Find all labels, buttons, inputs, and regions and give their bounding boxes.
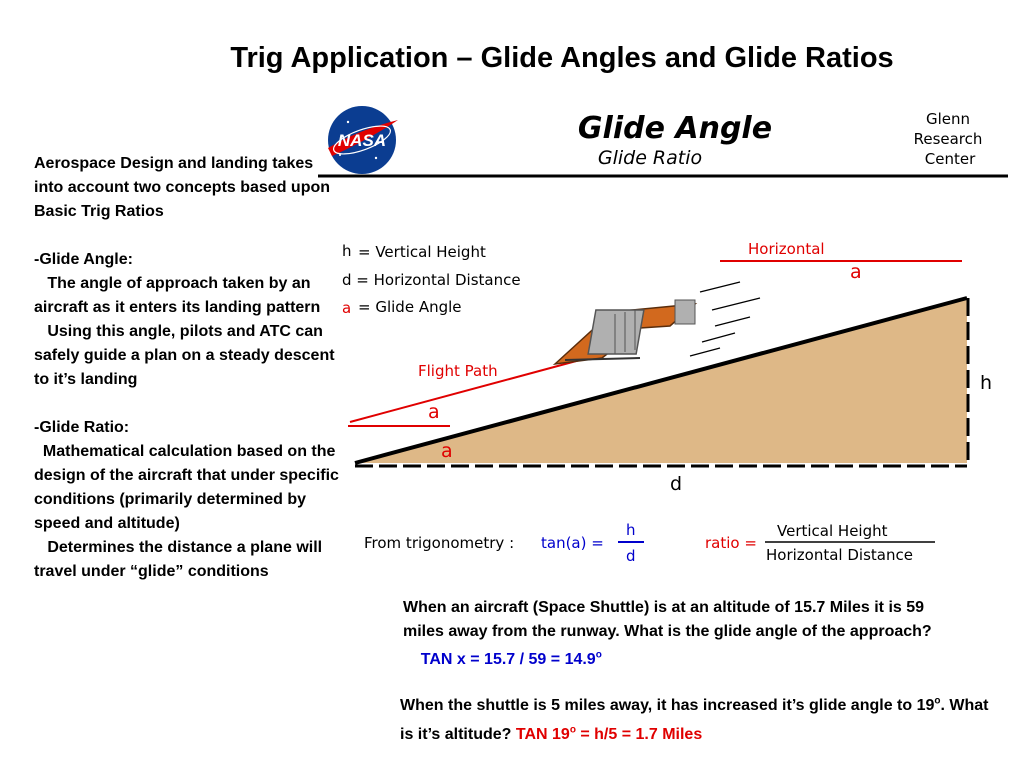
left-text-block bbox=[34, 152, 344, 584]
glide-angle-text-1: The angle of approach taken by an aircraft as it enters its landing pattern bbox=[34, 275, 321, 316]
legend-a-symbol: a bbox=[342, 299, 352, 317]
graphic-title: Glide Angle bbox=[577, 111, 773, 146]
horizontal-label: Horizontal bbox=[748, 240, 825, 258]
graphic-subtitle: Glide Ratio bbox=[597, 147, 703, 169]
question-2-answer: TAN $19^o = h/5 = 1.7$ Miles bbox=[515, 724, 703, 743]
ratio-lhs: ratio = bbox=[705, 534, 757, 552]
intro-text: Aerospace Design and landing takes into account two concepts based upon Basic Trig Ratios bbox=[34, 155, 331, 220]
question-1-text: When an aircraft (Space Shuttle) is at an altitude of 15.7 Miles it is 59 miles away from the runway. What is the glide angle of the approach? bbox=[403, 599, 932, 640]
height-label: h bbox=[980, 372, 993, 394]
flight-path-label: Flight Path bbox=[418, 362, 498, 380]
nasa-header-graphic bbox=[318, 100, 1018, 190]
motion-line bbox=[702, 333, 735, 342]
glide-diagram bbox=[340, 230, 1010, 510]
legend-h-text: = Vertical Height bbox=[358, 243, 486, 261]
angle-label-top: a bbox=[850, 261, 862, 283]
legend-d-text: d = Horizontal Distance bbox=[342, 271, 521, 289]
tan-denominator: d bbox=[626, 547, 636, 565]
glide-angle-heading: -Glide Angle: bbox=[34, 251, 133, 268]
glide-angle-text-2: Using this angle, pilots and ATC can safely guide a plan on a steady descent to it’s landing bbox=[34, 323, 335, 388]
legend-a-text: = Glide Angle bbox=[358, 298, 462, 316]
question-1-answer: TAN $x = 15.7 / 59 = 14.9^o$ bbox=[420, 650, 602, 669]
center-line-1: Glenn bbox=[925, 110, 971, 128]
tan-lhs: tan(a) = bbox=[541, 534, 604, 552]
glide-ratio-text-2: Determines the distance a plane will travel under “glide” conditions bbox=[34, 539, 323, 580]
formula-row bbox=[360, 518, 960, 568]
angle-label-low: a bbox=[441, 440, 453, 462]
ratio-numerator: Vertical Height bbox=[777, 522, 888, 540]
slide-title: Trig Application – Glide Angles and Glide Ratios bbox=[230, 42, 894, 74]
question-2 bbox=[400, 690, 1000, 747]
center-line-3: Center bbox=[924, 150, 976, 168]
question-2-text: When the shuttle is 5 miles away, it has increased it’s glide angle to 19$^o$. What is it’s altitude? bbox=[400, 696, 989, 743]
nasa-logo-text: NASA bbox=[337, 131, 387, 150]
legend-h-symbol: h bbox=[342, 242, 352, 260]
distance-label: d bbox=[670, 473, 683, 495]
motion-line bbox=[690, 348, 720, 356]
tan-numerator: h bbox=[626, 521, 636, 539]
motion-line bbox=[700, 282, 740, 292]
ratio-denominator: Horizontal Distance bbox=[766, 546, 913, 564]
angle-label-mid: a bbox=[428, 401, 440, 423]
center-line-2: Research bbox=[913, 130, 983, 148]
motion-line bbox=[715, 317, 750, 326]
glide-ratio-text-1: Mathematical calculation based on the design of the aircraft that under specific conditions (primarily determined by speed and altitude) bbox=[34, 443, 339, 532]
nasa-logo bbox=[328, 106, 398, 174]
formula-prefix: From trigonometry : bbox=[364, 534, 515, 552]
question-1 bbox=[403, 596, 963, 672]
wright-flyer-plane-icon bbox=[555, 300, 695, 364]
motion-line bbox=[712, 298, 760, 310]
glide-ratio-heading: -Glide Ratio: bbox=[34, 419, 130, 436]
